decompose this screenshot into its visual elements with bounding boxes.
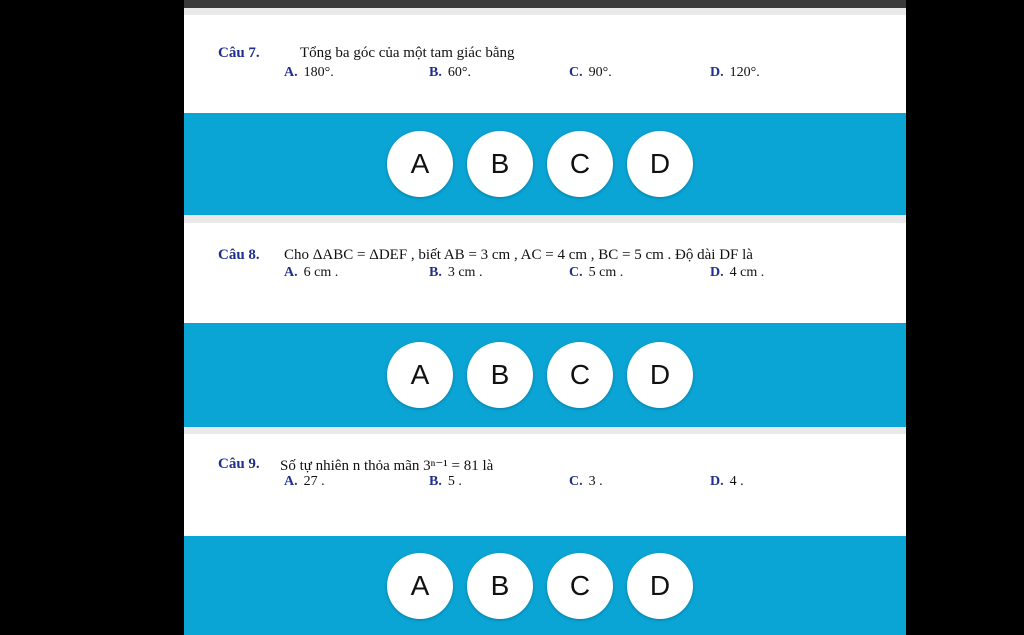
- option-letter: C.: [569, 265, 583, 280]
- option-letter: D.: [710, 265, 724, 280]
- option-letter: C.: [569, 474, 583, 489]
- option-letter: B.: [429, 65, 442, 80]
- option-d: [710, 65, 760, 81]
- option-value: 180°.: [303, 65, 334, 80]
- option-value: 60°.: [447, 65, 471, 80]
- answer-band-9: [184, 536, 906, 635]
- option-letter: D.: [710, 474, 724, 489]
- option-value: 3 .: [588, 474, 603, 489]
- answer-b-button[interactable]: B: [467, 553, 533, 619]
- option-letter: A.: [284, 65, 298, 80]
- answer-a-button[interactable]: A: [387, 553, 453, 619]
- option-letter: D.: [710, 65, 724, 80]
- option-value: 5 cm .: [588, 265, 624, 280]
- option-b: [429, 65, 471, 81]
- option-letter: A.: [284, 265, 298, 280]
- answer-d-button[interactable]: D: [627, 131, 693, 197]
- question-text: Cho ΔABC = ΔDEF , biết AB = 3 cm , AC = 4 cm , BC = 5 cm . Độ dài DF là: [284, 247, 753, 263]
- top-bar: [184, 0, 906, 8]
- option-c: [569, 65, 612, 81]
- option-value: 3 cm .: [447, 265, 483, 280]
- answer-b-button[interactable]: B: [467, 131, 533, 197]
- question-card-8: [184, 223, 906, 323]
- answer-d-button[interactable]: D: [627, 342, 693, 408]
- option-value: 4 cm .: [729, 265, 765, 280]
- option-letter: A.: [284, 474, 298, 489]
- answer-d-button[interactable]: D: [627, 553, 693, 619]
- answer-c-button[interactable]: C: [547, 342, 613, 408]
- option-value: 90°.: [588, 65, 612, 80]
- question-number: Câu 7.: [218, 45, 260, 61]
- answer-band-7: [184, 113, 906, 215]
- option-c: [569, 265, 623, 281]
- option-b: [429, 265, 482, 281]
- answer-a-button[interactable]: A: [387, 131, 453, 197]
- question-text: Tổng ba góc của một tam giác bằng: [300, 45, 515, 61]
- option-a: [284, 65, 334, 81]
- option-d: [710, 265, 764, 281]
- option-value: 6 cm .: [303, 265, 339, 280]
- option-letter: C.: [569, 65, 583, 80]
- question-card-9: [184, 434, 906, 536]
- option-a: [284, 474, 325, 490]
- option-value: 120°.: [729, 65, 760, 80]
- answer-b-button[interactable]: B: [467, 342, 533, 408]
- quiz-column: [184, 8, 906, 635]
- option-value: 4 .: [729, 474, 744, 489]
- option-letter: B.: [429, 474, 442, 489]
- option-d: [710, 474, 744, 490]
- answer-c-button[interactable]: C: [547, 553, 613, 619]
- option-value: 5 .: [447, 474, 462, 489]
- option-value: 27 .: [303, 474, 325, 489]
- answer-a-button[interactable]: A: [387, 342, 453, 408]
- answer-band-8: [184, 323, 906, 427]
- question-number: Câu 8.: [218, 247, 260, 263]
- question-number: Câu 9.: [218, 456, 260, 472]
- answer-c-button[interactable]: C: [547, 131, 613, 197]
- option-letter: B.: [429, 265, 442, 280]
- option-a: [284, 265, 338, 281]
- question-card-7: [184, 15, 906, 113]
- question-text: Số tự nhiên n thỏa mãn 3ⁿ⁻¹ = 81 là: [280, 458, 494, 474]
- option-c: [569, 474, 603, 490]
- option-b: [429, 474, 462, 490]
